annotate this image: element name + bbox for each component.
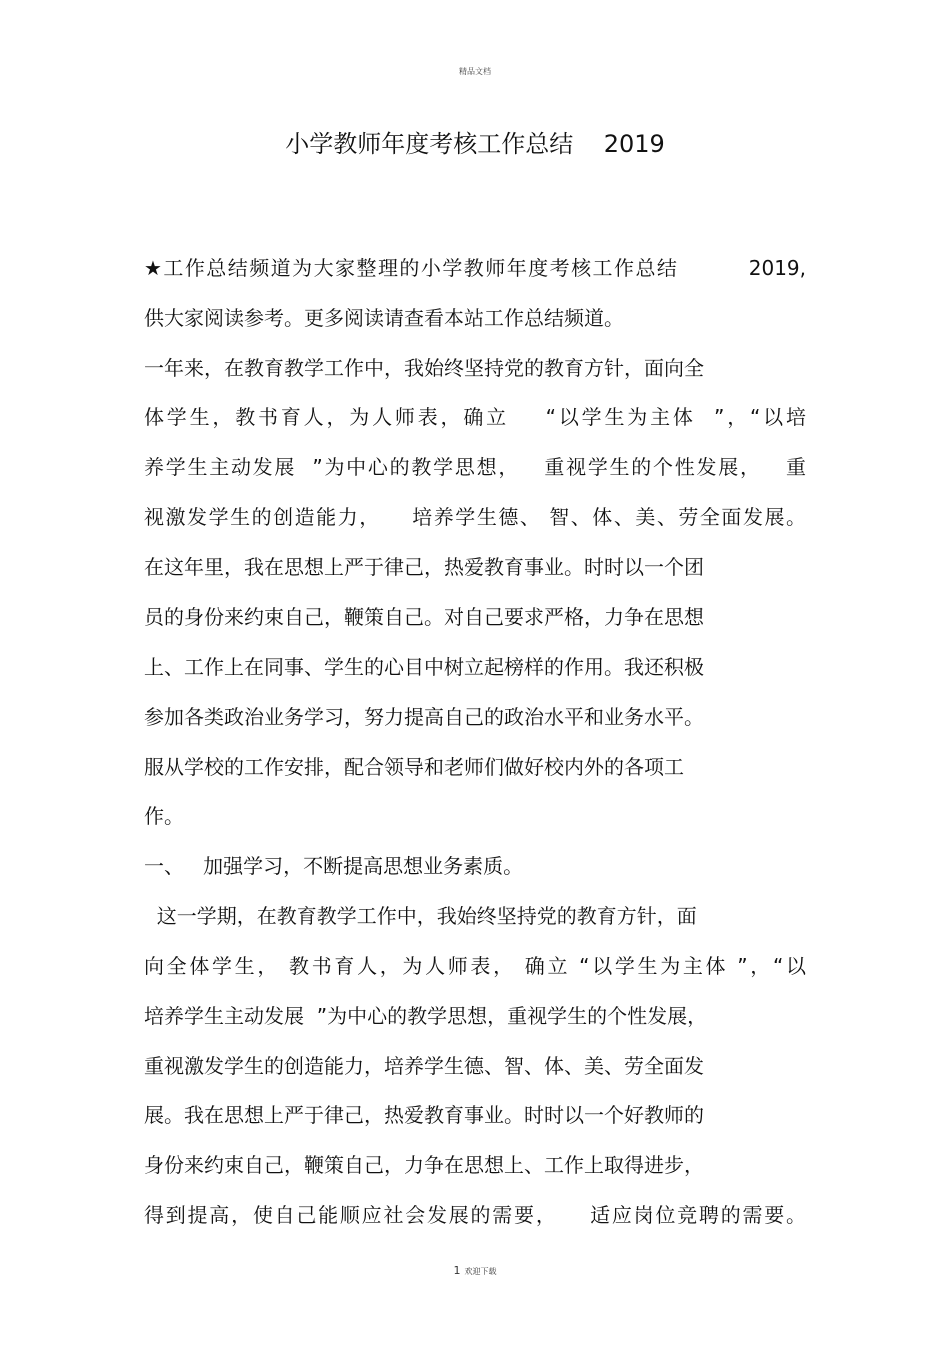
body-line: 培养学生主动发展 ”为中心的教学思想，重视学生的个性发展， xyxy=(144,1004,708,1028)
body-line: ★工作总结频道为大家整理的小学教师年度考核工作总结 2019, xyxy=(144,256,806,280)
body-line: 一年来，在教育教学工作中，我始终坚持党的教育方针，面向全 xyxy=(144,356,704,380)
body-line: 得到提高，使自己能顺应社会发展的需要， 适应岗位竞聘的需要。 xyxy=(144,1203,806,1227)
body-line: 视激发学生的创造能力， 培养学生德、 智、体、美、劳全面发展。 xyxy=(144,505,806,529)
page-number: 1 xyxy=(453,1264,461,1277)
header-watermark: 精品文档 xyxy=(459,67,491,76)
body-line: 向全体学生， 教书育人，为人师表， 确立 “以学生为主体 ”，“以 xyxy=(144,954,806,978)
body-line: 上、工作上在同事、学生的心目中树立起榜样的作用。我还积极 xyxy=(144,655,704,679)
body-line: 体学生，教书育人，为人师表，确立 “以学生为主体 ”，“以培 xyxy=(144,405,806,429)
body-line: 重视激发学生的创造能力，培养学生德、智、体、美、劳全面发 xyxy=(144,1054,704,1078)
body-line: 这一学期，在教育教学工作中，我始终坚持党的教育方针，面 xyxy=(144,904,697,928)
section-heading: 一、 加强学习，不断提高思想业务素质。 xyxy=(144,854,524,878)
body-line: 供大家阅读参考。更多阅读请查看本站工作总结频道。 xyxy=(144,306,624,330)
body-line: 身份来约束自己，鞭策自己，力争在思想上、工作上取得进步， xyxy=(144,1153,704,1177)
body-line: 作。 xyxy=(144,804,184,828)
body-line: 展。我在思想上严于律己，热爱教育事业。时时以一个好教师的 xyxy=(144,1103,704,1127)
body-line: 参加各类政治业务学习，努力提高自己的政治水平和业务水平。 xyxy=(144,705,704,729)
body-line: 员的身份来约束自己，鞭策自己。对自己要求严格，力争在思想 xyxy=(144,605,704,629)
page-footer xyxy=(0,1259,950,1278)
body-line: 在这年里，我在思想上严于律己，热爱教育事业。时时以一个团 xyxy=(144,555,704,579)
document-title: 小学教师年度考核工作总结 2019 xyxy=(285,130,665,158)
body-line: 服从学校的工作安排，配合领导和老师们做好校内外的各项工 xyxy=(144,755,684,779)
footer-text: 欢迎下载 xyxy=(464,1267,497,1276)
body-line: 养学生主动发展 ”为中心的教学思想， 重视学生的个性发展， 重 xyxy=(144,455,806,479)
